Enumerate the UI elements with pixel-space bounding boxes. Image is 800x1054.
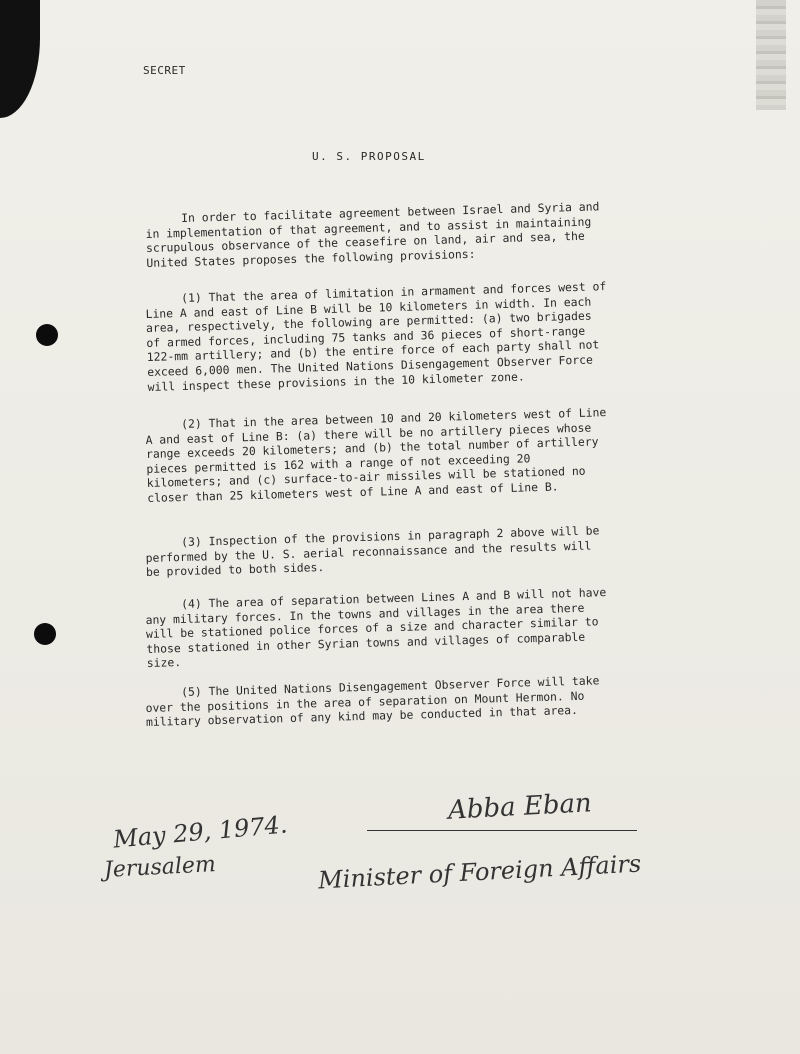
classification-marking: SECRET <box>143 64 186 77</box>
paragraph-text: (3) Inspection of the provisions in paragraph 2 above will be performed by the U. S. aerial reconnaissance and the results will be provided to both sides. <box>145 523 600 580</box>
paragraph-text: (2) That in the area between 10 and 20 kilometers west of Line A and east of Line B: (a) there will be no artillery pieces whose range exceeds 20 kilometers; and (b) the total number of artillery pieces permitted is 162 with a range of not exceeding 20 kilometers; and (c) surface-to-air missiles will be stationed no closer than 25 kilometers west of Line A and east of Line B. <box>145 405 607 505</box>
paragraph-text: (4) The area of separation between Lines A and B will not have any military forces. In the towns and villages in the area there will be stationed police forces of a size and character similar to those stationed in other Syrian towns and villages of comparable size. <box>145 585 607 671</box>
paragraph-text: (1) That the area of limitation in armament and forces west of Line A and east of Line B will be 10 kilometers in width. In each area, respectively, the following are permitted: (a) two brigades of armed forces, including 75 tanks and 36 pieces of short-range 122-mm artillery; and (b) the entire force of each party shall not exceed 6,000 men. The United Nations Disengagement Observer Force will inspect these provisions in the 10 kilometer zone. <box>145 279 607 394</box>
handwritten-office: Minister of Foreign Affairs <box>317 849 642 895</box>
paper-edge <box>756 0 786 110</box>
provision-3 <box>145 523 608 580</box>
punch-hole <box>36 324 58 346</box>
provision-4 <box>145 585 609 671</box>
paragraph-text: In order to facilitate agreement between Israel and Syria and in implementation of that agreement, and to assist in maintaining scrupulous observance of the ceasefire on land, air and sea, the United States proposes the following provisions: <box>145 199 600 270</box>
signature-line <box>367 830 637 831</box>
paragraph-text: (5) The United Nations Disengagement Observer Force will take over the positions in the area of separation on Mount Hermon. No military observation of any kind may be conducted in that area. <box>145 673 600 730</box>
provision-5 <box>145 673 608 730</box>
handwritten-signature: Abba Eban <box>447 788 593 826</box>
handwritten-date: May 29, 1974. <box>112 810 289 854</box>
intro-paragraph <box>145 199 608 270</box>
provision-1 <box>145 279 610 394</box>
document-title: U. S. PROPOSAL <box>312 150 426 163</box>
handwritten-place: Jerusalem <box>103 852 217 883</box>
punch-hole <box>34 623 56 645</box>
provision-2 <box>145 405 609 505</box>
torn-corner <box>0 0 40 118</box>
